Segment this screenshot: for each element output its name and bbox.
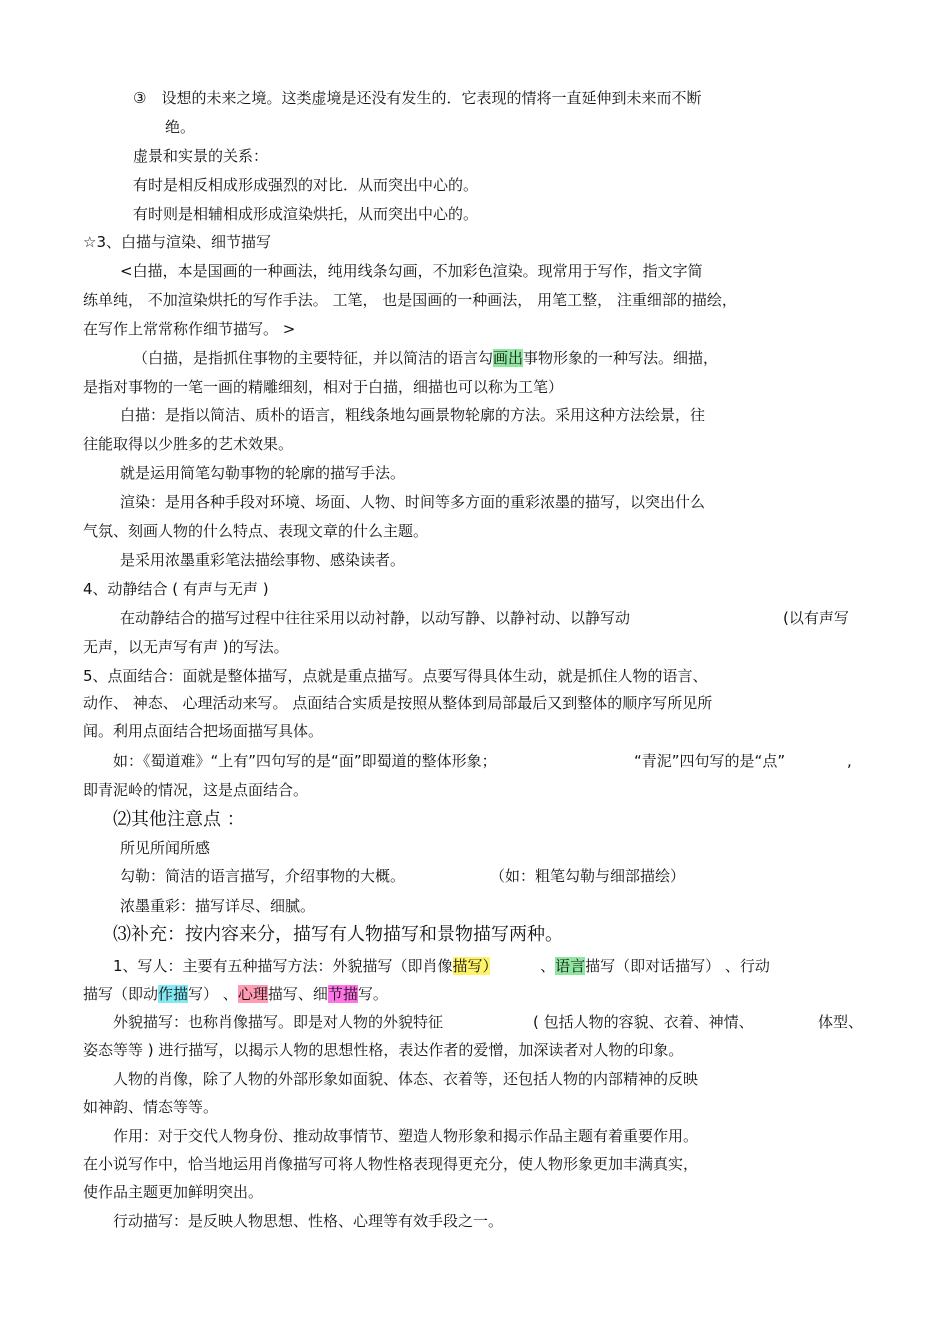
text-line: 人物的肖像，除了人物的外部形象如面貌、体态、衣着等，还包括人物的内部精神的反映 — [113, 1070, 699, 1088]
highlight-green: 语言 — [555, 957, 586, 975]
highlight-magenta: 节描 — [327, 985, 358, 1003]
text-line: 所见所闻所感 — [120, 839, 211, 857]
highlight-pink: 心理 — [237, 985, 268, 1003]
text-line: 是指对事物的一笔一画的精雕细刻，相对于白描，细描也可以称为工笔） — [83, 378, 564, 396]
section-heading: ⑵其他注意点 ： — [113, 809, 245, 830]
text-segment: 1、写人：主要有五种描写方法：外貌描写（即肖像 — [113, 957, 453, 975]
highlight-cyan: 作描 — [158, 985, 189, 1003]
text-line: 在动静结合的描写过程中往往采用以动衬静，以动写静、以静衬动、以静写动 — [120, 609, 631, 627]
text-line: 在写作上常常称作细节描写。 > — [83, 320, 296, 338]
text-segment: 描写（即动 — [83, 985, 159, 1003]
text-line: 有时则是相辅相成形成渲染烘托，从而突出中心的。 — [133, 205, 479, 223]
text-line: 虚景和实景的关系： — [133, 147, 269, 165]
highlight-yellow: 描写） — [452, 957, 491, 975]
text-segment: 事物形象的一种写法。细描， — [523, 349, 719, 367]
text-line — [133, 348, 718, 368]
text-segment: 描写（即对话描写） 、行动 — [585, 957, 770, 975]
text-line: 练单纯， 不加渲染烘托的写作手法。 工笔， 也是国画的一种画法， 用笔工整， 注重细部的描绘， — [83, 291, 737, 309]
text-line: 行动描写：是反映人物思想、性格、心理等有效手段之一。 — [113, 1212, 504, 1230]
text-segment: ( 包括人物的容貌、衣着、神情、 — [533, 1013, 754, 1031]
text-segment: 写） 、 — [188, 985, 238, 1003]
text-line — [83, 984, 388, 1004]
text-line: 闻。利用点面结合把场面描写具体。 — [83, 722, 324, 740]
text-line: 外貌描写：也称肖像描写。即是对人物的外貌特征 — [113, 1013, 444, 1031]
text-line: 如神韵、情态等等。 — [83, 1098, 219, 1116]
text-segment: “青泥”四句写的是“点” — [634, 752, 786, 770]
text-line: 往能取得以少胜多的艺术效果。 — [83, 435, 294, 453]
section-heading: 4、动静结合 ( 有声与无声 ) — [83, 580, 269, 598]
text-line: 即青泥岭的情况，这是点面结合。 — [83, 781, 309, 799]
text-line: 白描：是指以简洁、质朴的语言，粗线条地勾画景物轮廓的方法。采用这种方法绘景，往 — [120, 406, 706, 424]
text-segment: 、 — [540, 957, 556, 975]
text-segment: 描写、细 — [267, 985, 328, 1003]
text-line: 气氛、刻画人物的什么特点、表现文章的什么主题。 — [83, 522, 429, 540]
text-line: <白描，本是国画的一种画法，纯用线条勾画，不加彩色渲染。现常用于写作，指文字简 — [120, 262, 703, 280]
section-heading: ⑶补充：按内容来分，描写有人物描写和景物描写两种。 — [113, 924, 563, 945]
text-line — [113, 956, 770, 976]
text-segment: , — [847, 752, 852, 770]
text-line: 有时是相反相成形成强烈的对比．从而突出中心的。 — [133, 176, 479, 194]
text-line: 绝。 — [165, 118, 196, 136]
text-line: 使作品主题更加鲜明突出。 — [83, 1183, 264, 1201]
text-line: 浓墨重彩：描写详尽、细腻。 — [120, 897, 316, 915]
text-line: 在小说写作中，恰当地运用肖像描写可将人物性格表现得更充分，使人物形象更加丰满真实， — [83, 1155, 699, 1173]
text-segment: (以有声写 — [783, 609, 849, 627]
section-heading: 5、点面结合：面就是整体描写，点就是重点描写。点要写得具体生动，就是抓住人物的语言、 — [83, 667, 708, 685]
text-line: 是采用浓墨重彩笔法描绘事物、感染读者。 — [120, 551, 406, 569]
text-segment: （白描，是指抓住事物的主要特征，并以简洁的语言勾 — [133, 349, 494, 367]
section-heading: ☆3、白描与渲染、细节描写 — [83, 233, 271, 251]
highlight-green: 画出 — [493, 349, 524, 367]
text-line: 渲染：是用各种手段对环境、场面、人物、时间等多方面的重彩浓墨的描写，以突出什么 — [120, 493, 706, 511]
text-line: 如：《蜀道难》“上有”四句写的是“面”即蜀道的整体形象； — [113, 752, 497, 770]
text-line: 勾勒：简洁的语言描写，介绍事物的大概。 — [120, 867, 406, 885]
text-segment: 体型、 — [818, 1013, 864, 1031]
text-line: 作用：对于交代人物身份、推动故事情节、塑造人物形象和揭示作品主题有着重要作用。 — [113, 1127, 699, 1145]
text-segment: 写。 — [357, 985, 388, 1003]
text-line: ③ 设想的未来之境。这类虚境是还没有发生的．它表现的情将一直延伸到未来而不断 — [133, 89, 702, 107]
text-line: 就是运用简笔勾勒事物的轮廓的描写手法。 — [120, 464, 406, 482]
text-line: 无声，以无声写有声 )的写法。 — [83, 638, 289, 656]
text-segment: （如：粗笔勾勒与细部描绘） — [490, 867, 686, 885]
text-line: 姿态等等 ) 进行描写，以揭示人物的思想性格，表达作者的爱憎，加深读者对人物的印象。 — [83, 1041, 684, 1059]
text-line: 动作、 神态、 心理活动来写。 点面结合实质是按照从整体到局部最后又到整体的顺序写所见所 — [83, 694, 713, 712]
